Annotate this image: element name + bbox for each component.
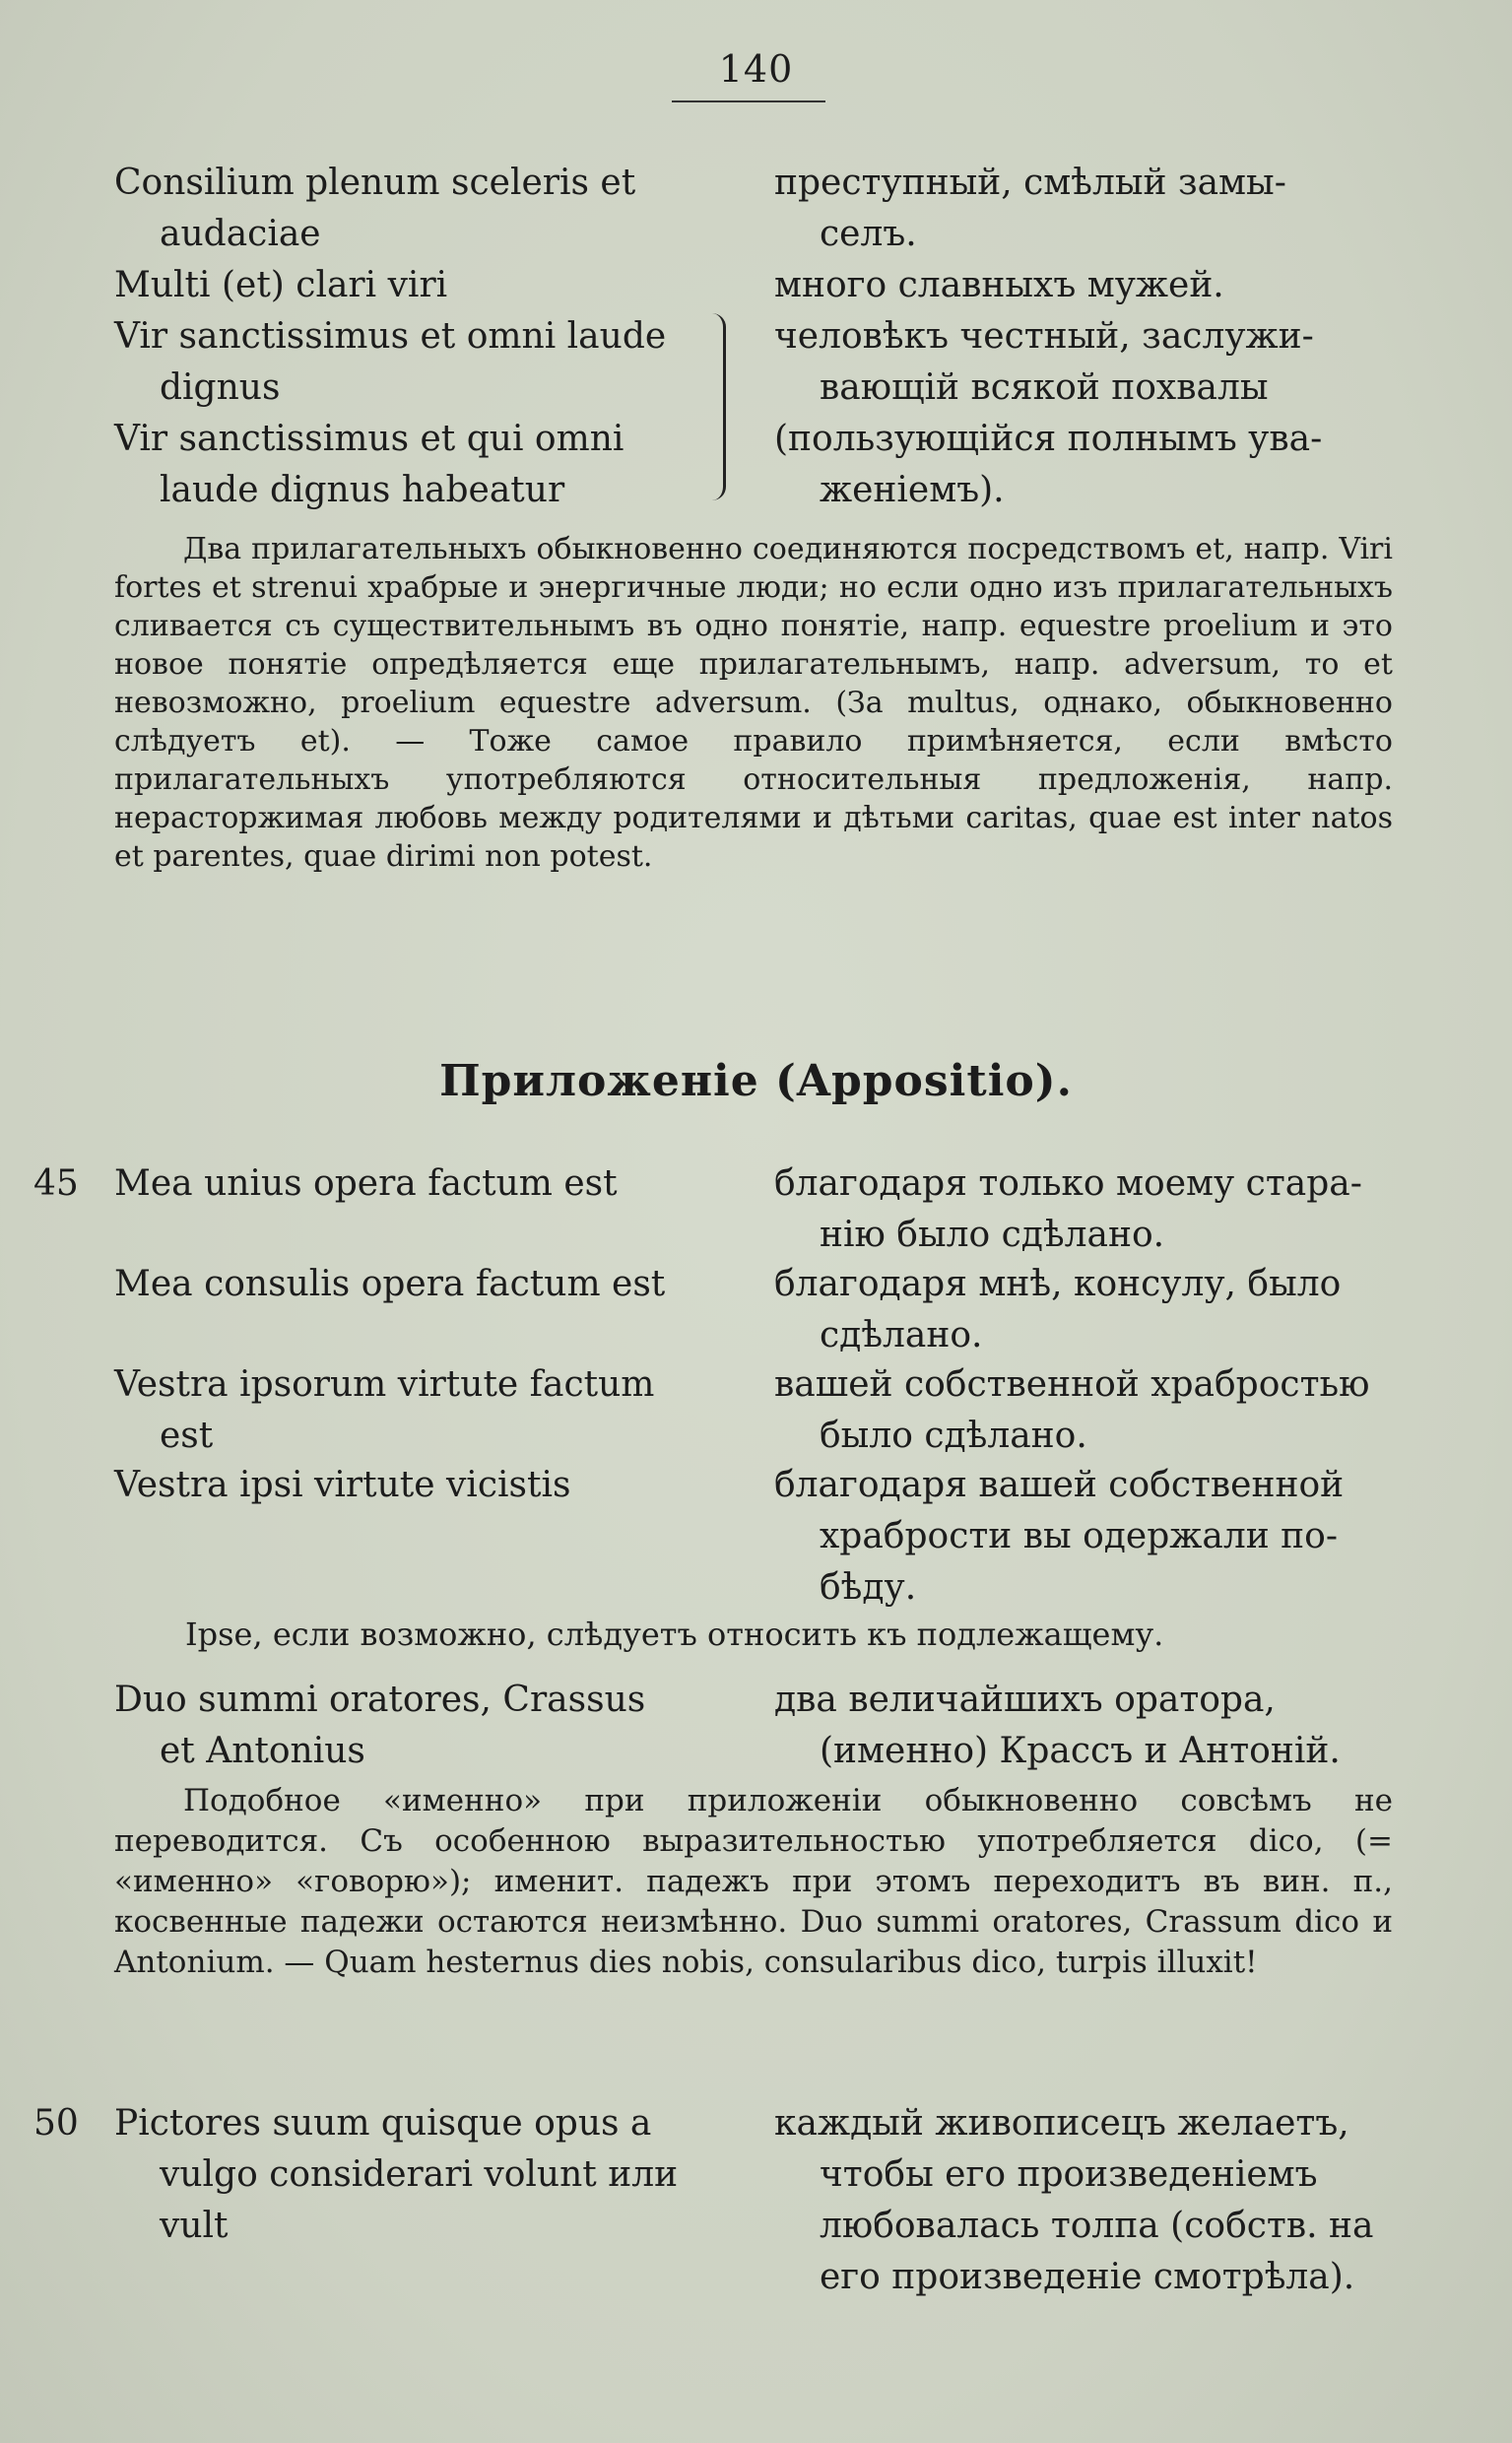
russian-text <box>774 1675 1399 1777</box>
latin-text <box>114 260 745 311</box>
russian-text <box>774 2098 1399 2303</box>
russian-text <box>774 311 1399 414</box>
russian-text-line: селъ. <box>820 214 917 254</box>
russian-text-line: чтобы его произведеніемъ <box>820 2154 1318 2195</box>
latin-text <box>114 1259 745 1310</box>
latin-text-line: dignus <box>160 367 281 408</box>
latin-text <box>114 1359 745 1462</box>
latin-text-line: Vir sanctissimus et qui omni <box>114 419 625 459</box>
russian-text-line: каждый живописецъ желаетъ, <box>774 2103 1349 2144</box>
russian-text-line: много славныхъ мужей. <box>774 265 1224 305</box>
example-number: 50 <box>33 2103 79 2144</box>
russian-text-line: вашей собственной храбростью <box>774 1364 1370 1405</box>
latin-text-line: Vir sanctissimus et omni laude <box>114 316 667 357</box>
russian-text-line: человѣкъ честный, заслужи- <box>774 316 1314 357</box>
latin-text <box>114 311 745 414</box>
latin-text-line: Vestra ipsorum virtute factum <box>114 1364 655 1405</box>
latin-text-line: Consilium plenum sceleris et <box>114 163 636 203</box>
russian-text-line: (именно) Крассъ и Антоній. <box>820 1731 1341 1771</box>
russian-text-line: благодаря только моему стара- <box>774 1163 1362 1204</box>
russian-text-line: храбрости вы одержали по- <box>820 1516 1338 1556</box>
russian-text-line: вающій всякой похвалы <box>820 367 1269 408</box>
ipse-note: Ipse, если возможно, слѣдуетъ относить къ подлежащему. <box>185 1616 1164 1653</box>
latin-text <box>114 414 745 516</box>
latin-text <box>114 158 745 260</box>
russian-text-line: любовалась толпа (собств. на <box>820 2206 1374 2246</box>
latin-text-line: Mea consulis opera factum est <box>114 1264 666 1304</box>
paragraph-adjectives: Два прилагательныхъ обыкновенно соединяются посредствомъ et, напр. Viri fortes et strenui храбрые и энергичные люди; но если одно изъ прилагательныхъ сливается съ существительнымъ въ одно понятіе, напр. equestre proelium и это новое понятіе опредѣляется еще прилагательнымъ, напр. adversum, то et невозможно, proelium equestre adversum. (За multus, однако, обыкновенно слѣдуетъ et). — Тоже самое правило примѣняется, если вмѣсто прилагательныхъ употребляются относительныя предложенія, напр. нерасторжимая любовь между родителями и дѣтьми caritas, quae est inter natos et parentes, quae dirimi non potest. <box>114 532 1393 874</box>
latin-text-line: Pictores suum quisque opus a <box>114 2103 652 2144</box>
latin-text-line: Vestra ipsi virtute vicistis <box>114 1465 571 1505</box>
page-number: 140 <box>718 47 794 91</box>
latin-text-line: est <box>160 1416 214 1456</box>
section-heading: Приложеніе (Appositio). <box>439 1056 1073 1106</box>
grouping-brace <box>707 313 726 500</box>
russian-text <box>774 1158 1399 1261</box>
russian-text-line: бѣду. <box>820 1567 917 1608</box>
latin-text <box>114 1158 745 1210</box>
russian-text <box>774 158 1399 260</box>
russian-text-line: преступный, смѣлый замы- <box>774 163 1286 203</box>
russian-text-line: нію было сдѣлано. <box>820 1215 1165 1255</box>
russian-text <box>774 1460 1399 1614</box>
russian-text <box>774 1259 1399 1361</box>
russian-text-line: женіемъ). <box>820 470 1005 510</box>
latin-text <box>114 1675 745 1777</box>
latin-text-line: audaciae <box>160 214 321 254</box>
russian-text-line: сдѣлано. <box>820 1315 983 1355</box>
example-number: 45 <box>33 1163 79 1204</box>
paragraph-imenno: Подобное «именно» при приложеніи обыкновенно совсѣмъ не переводится. Съ особенною выразительностью употребляется dico, (= «именно» «говорю»); именит. падежъ при этомъ переходитъ въ вин. п., косвенные падежи остаются неизмѣнно. Duo summi oratores, Crassum dico и Antonium. — Quam hesternus dies nobis, consularibus dico, turpis illuxit! <box>114 1783 1393 1980</box>
latin-text-line: Mea unius opera factum est <box>114 1163 618 1204</box>
latin-text-line: vult <box>160 2206 229 2246</box>
russian-text-line: благодаря мнѣ, консулу, было <box>774 1264 1342 1304</box>
page-number-rule <box>672 100 825 102</box>
latin-text <box>114 2098 745 2252</box>
russian-text-line: его произведеніе смотрѣла). <box>820 2257 1355 2297</box>
latin-text-line: Multi (et) clari viri <box>114 265 448 305</box>
latin-text-line: vulgo considerari volunt или <box>160 2154 679 2195</box>
russian-text-line: (пользующійся полнымъ ува- <box>774 419 1323 459</box>
latin-text-line: laude dignus habeatur <box>160 470 565 510</box>
latin-text-line: Duo summi oratores, Crassus <box>114 1680 646 1720</box>
russian-text <box>774 1359 1399 1462</box>
russian-text-line: два величайшихъ оратора, <box>774 1680 1276 1720</box>
russian-text-line: было сдѣлано. <box>820 1416 1087 1456</box>
russian-text <box>774 414 1399 516</box>
latin-text <box>114 1460 745 1511</box>
russian-text-line: благодаря вашей собственной <box>774 1465 1345 1505</box>
latin-text-line: et Antonius <box>160 1731 365 1771</box>
russian-text <box>774 260 1399 311</box>
